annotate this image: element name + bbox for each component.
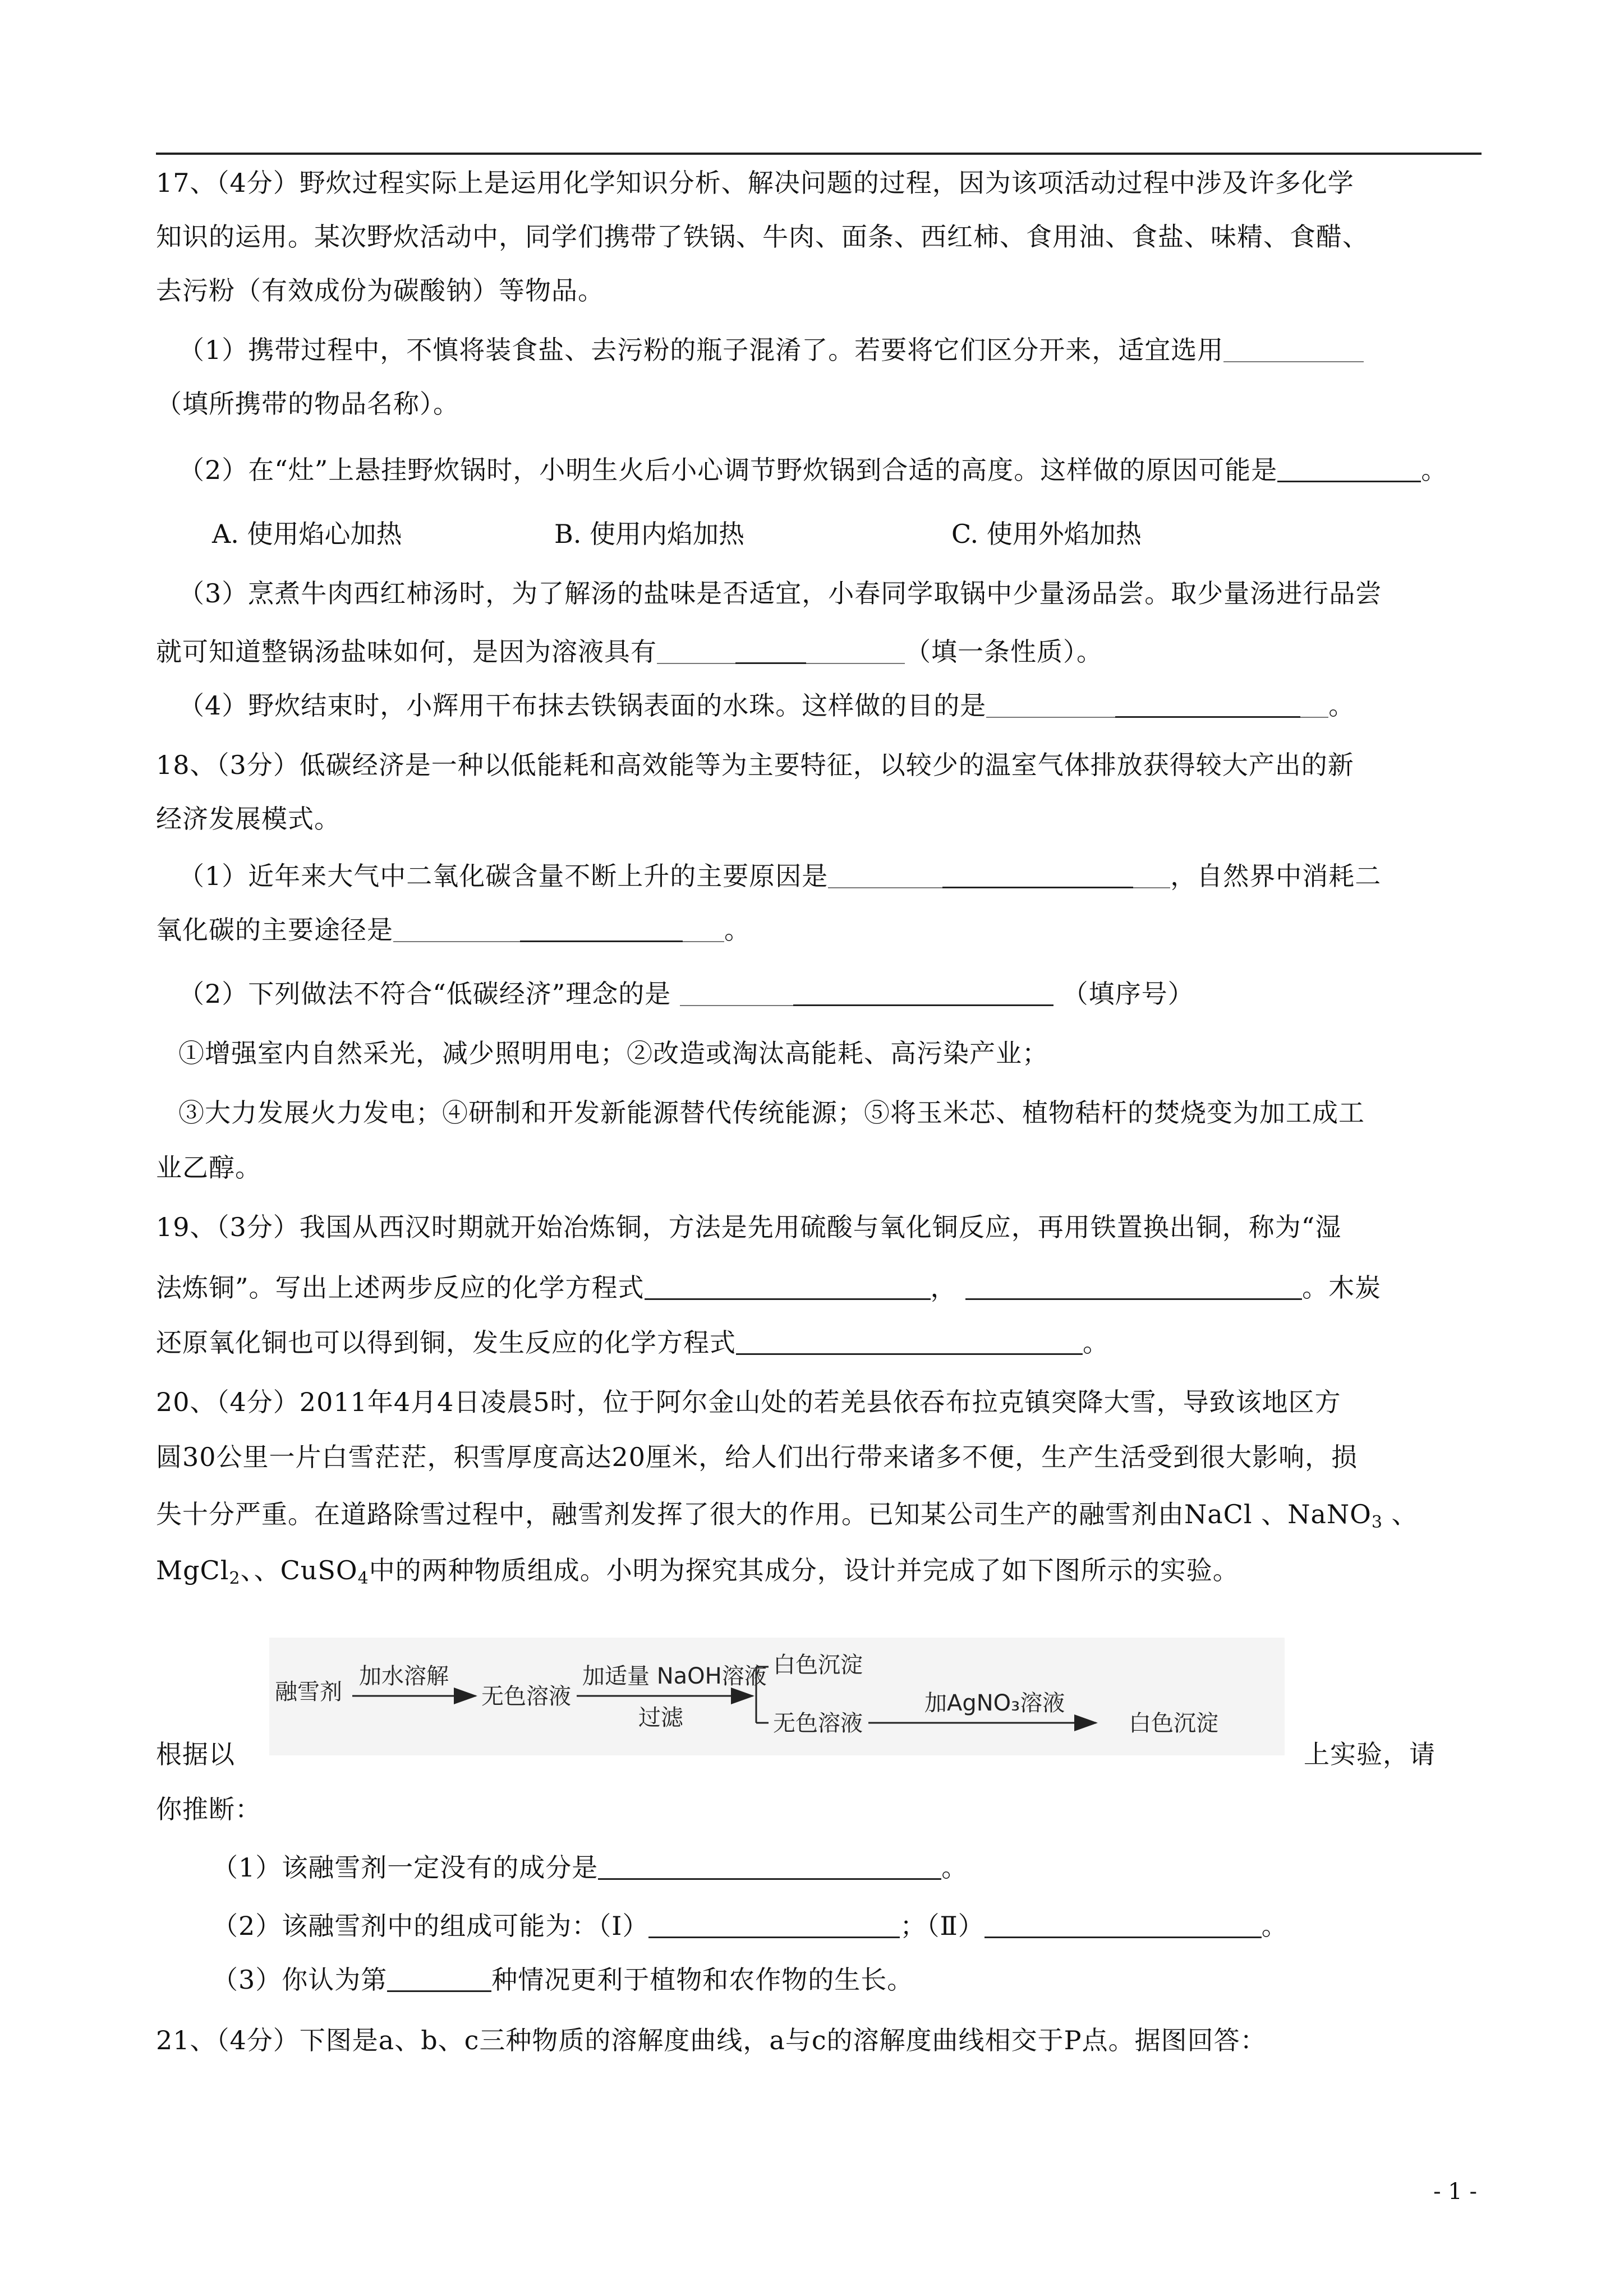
- q20-line1: 20、（4分）2011年4月4日凌晨5时，位于阿尔金山处的若羌县依吞布拉克镇突降大雪，导致该地区方: [156, 1387, 1341, 1417]
- page-number: - 1 -: [1433, 2179, 1477, 2205]
- q17-part3: （3）烹煮牛肉西红柿汤时，为了解汤的盐味是否适宜，小春同学取锅中少量汤品尝。取少量汤进行品尝: [178, 578, 1382, 608]
- option-b: B. 使用内焰加热: [554, 519, 745, 549]
- q18-part1-line2: 氧化碳的主要途径是 。: [156, 915, 751, 945]
- answer-blank[interactable]: [735, 637, 806, 664]
- flow-branch-bottom-label: 无色溶液: [773, 1711, 863, 1736]
- answer-blank[interactable]: [598, 1852, 941, 1880]
- q17-part3-line2: 就可知道整锅汤盐味如何，是因为溶液具有 （填一条性质）。: [156, 637, 1103, 667]
- flow-start-label: 融雪剂: [275, 1679, 342, 1705]
- q20-part2: （2）该融雪剂中的组成可能为：（Ⅰ） ；（Ⅱ） 。: [212, 1911, 1288, 1941]
- q20-after-figure: 上实验，请: [1304, 1739, 1436, 1769]
- experiment-flowchart: [269, 1638, 1285, 1755]
- q18-items-line3: 业乙醇。: [156, 1152, 261, 1183]
- q17-part1-text: （1）携带过程中，不慎将装食盐、去污粉的瓶子混淆了。若要将它们区分开来，适宜选用: [178, 335, 1224, 365]
- q20-line6: 你推断：: [156, 1794, 261, 1824]
- flow-branch-top-label: 白色沉淀: [773, 1652, 863, 1678]
- q18-line2: 经济发展模式。: [156, 804, 341, 834]
- q18-items-line2: ③大力发展火力发电；④研制和开发新能源替代传统能源；⑤将玉米芯、植物秸杆的焚烧变为加工成工: [178, 1098, 1365, 1128]
- answer-blank[interactable]: [520, 915, 683, 942]
- q20-before-figure: 根据以: [156, 1739, 235, 1769]
- q17-part1-tail: （填所携带的物品名称）。: [156, 389, 459, 419]
- flow-mid1-label: 无色溶液: [481, 1684, 571, 1709]
- answer-blank[interactable]: [648, 1911, 900, 1938]
- q19-line1: 19、（3分）我国从西汉时期就开始冶炼铜，方法是先用硫酸与氧化铜反应，再用铁置换出铜，称为“湿: [156, 1212, 1342, 1242]
- q19-line2: 法炼铜”。写出上述两步反应的化学方程式 ， 。木炭: [156, 1273, 1382, 1303]
- flow-end-label: 白色沉淀: [1129, 1711, 1218, 1736]
- q20-line3: 失十分严重。在道路除雪过程中，融雪剂发挥了很大的作用。已知某公司生产的融雪剂由NaCl 、NaNO$_3$ 、: [156, 1499, 1418, 1532]
- answer-blank[interactable]: [1223, 335, 1364, 362]
- q18-items-line1: ①增强室内自然采光，减少照明用电；②改造或淘汰高能耗、高污染产业；: [178, 1038, 1048, 1068]
- flow-step2-sub-label: 过滤: [638, 1705, 683, 1731]
- flow-step1-label: 加水溶解: [359, 1663, 449, 1689]
- option-a: A. 使用焰心加热: [212, 519, 402, 549]
- q18-line1: 18、（3分）低碳经济是一种以低能耗和高效能等为主要特征，以较少的温室气体排放获得较大产出的新: [156, 750, 1354, 780]
- q20-line2: 圆30公里一片白雪茫茫，积雪厚度高达20厘米，给人们出行带来诸多不便，生产生活受到很大影响，损: [156, 1442, 1358, 1472]
- q20-part3: （3）你认为第 种情况更利于植物和农作物的生长。: [212, 1965, 914, 1995]
- q17-part1: [178, 333, 1364, 367]
- q17-line2: 知识的运用。某次野炊活动中，同学们携带了铁锅、牛肉、面条、西红柿、食用油、食盐、味精、食醋、: [156, 222, 1369, 252]
- q17-part2: （2）在“灶”上悬挂野炊锅时，小明生火后小心调节野炊锅到合适的高度。这样做的原因可能是 。: [178, 455, 1448, 485]
- q21-line1: 21、（4分）下图是a、b、c三种物质的溶解度曲线，a与c的溶解度曲线相交于P点。据图回答：: [156, 2025, 1267, 2055]
- option-c: C. 使用外焰加热: [951, 519, 1142, 549]
- answer-blank[interactable]: [736, 1327, 1083, 1355]
- q20-part1: （1）该融雪剂一定没有的成分是 。: [212, 1852, 968, 1883]
- answer-blank[interactable]: [984, 1911, 1262, 1938]
- answer-blank[interactable]: [645, 1273, 931, 1300]
- q20-line4: MgCl$_2$、、CuSO$_4$中的两种物质组成。小明为探究其成分，设计并完成了如下图所示的实验。: [156, 1555, 1239, 1588]
- q17-line1: 17、（4分）野炊过程实际上是运用化学知识分析、解决问题的过程，因为该项活动过程中涉及许多化学: [156, 168, 1354, 198]
- answer-blank[interactable]: [793, 979, 1053, 1006]
- q18-part1: （1）近年来大气中二氧化碳含量不断上升的主要原因是 ，自然界中消耗二: [178, 861, 1382, 891]
- answer-blank[interactable]: [1115, 690, 1300, 718]
- q19-line3: 还原氧化铜也可以得到铜，发生反应的化学方程式 。: [156, 1327, 1109, 1358]
- flow-step2-label: 加适量 NaOH溶液: [582, 1663, 767, 1689]
- answer-blank[interactable]: [942, 861, 1133, 888]
- answer-blank[interactable]: [965, 1273, 1302, 1300]
- q18-part2: （2）下列做法不符合“低碳经济”理念的是 （填序号）: [178, 979, 1194, 1009]
- answer-blank[interactable]: [1277, 455, 1421, 482]
- flow-step3-label: 加AgNO₃溶液: [924, 1690, 1065, 1716]
- answer-blank[interactable]: [387, 1965, 491, 1992]
- header-rule: [156, 153, 1482, 155]
- q17-part4: （4）野炊结束时，小辉用干布抹去铁锅表面的水珠。这样做的目的是 。: [178, 690, 1355, 721]
- q17-line3: 去污粉（有效成份为碳酸钠）等物品。: [156, 275, 604, 306]
- q17-part2-text: （2）在“灶”上悬挂野炊锅时，小明生火后小心调节野炊锅到合适的高度。这样做的原因可能是: [178, 455, 1278, 485]
